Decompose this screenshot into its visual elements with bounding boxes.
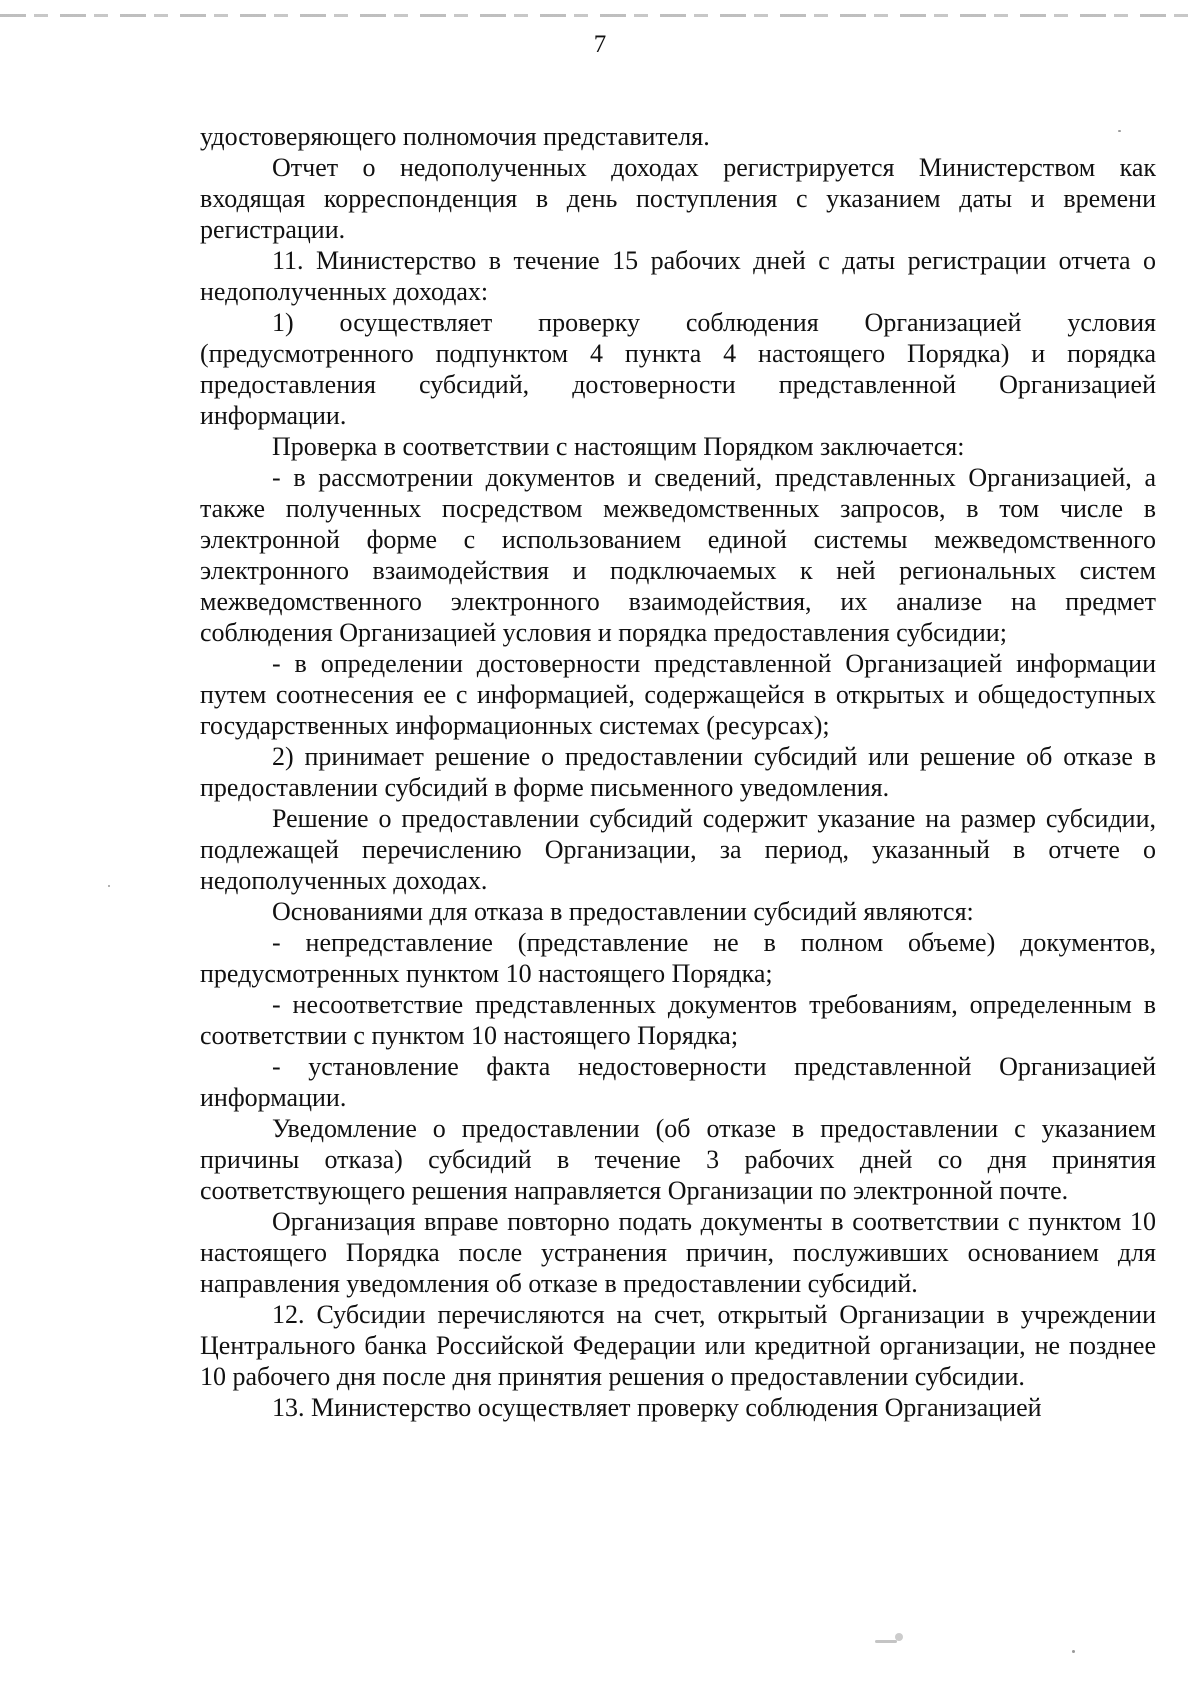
paragraph-clause-13: 13. Министерство осуществляет проверку соблюдения Организацией [272, 1393, 1042, 1422]
page-number: 7 [593, 31, 607, 58]
scan-speck [895, 1633, 903, 1641]
paragraph-clause-11: 11. Министерство в течение 15 рабочих дней с даты регистрации отчета о недополученных доходах: [200, 246, 1156, 306]
paragraph-refusal-ground-3: - установление факта недостоверности представленной Организацией информации. [200, 1052, 1156, 1112]
scan-speck [875, 1640, 897, 1643]
paragraph-check-documents: - в рассмотрении документов и сведений, представленных Организацией, а также полученных посредством межведомственных запросов, в том числе в электронной форме с использованием единой системы межведомственного электронного взаимодействия и подключаемых к ней региональных систем межведомственного электронного взаимодействия, их анализе на предмет соблюдения Организацией условия и порядка предоставления субсидии; [200, 463, 1156, 647]
paragraph-resubmission: Организация вправе повторно подать документы в соответствии с пунктом 10 настоящего Порядка после устранения причин, послуживших основанием для направления уведомления об отказе в предоставлении субсидий. [200, 1207, 1156, 1298]
paragraph-continuation: удостоверяющего полномочия представителя. [200, 122, 710, 151]
paragraph-clause-11-item-1: 1) осуществляет проверку соблюдения Организацией условия (предусмотренного подпунктом 4 пункта 4 настоящего Порядка) и порядка предоставления субсидий, достоверности представленной Организацией информации. [200, 308, 1156, 430]
document-body [200, 121, 1156, 1423]
paragraph-report-registration: Отчет о недополученных доходах регистрируется Министерством как входящая корреспонденция в день поступления с указанием даты и времени регистрации. [200, 153, 1156, 244]
paragraph-notification: Уведомление о предоставлении (об отказе в предоставлении с указанием причины отказа) субсидий в течение 3 рабочих дней со дня принятия соответствующего решения направляется Организации по электронной почте. [200, 1114, 1156, 1205]
scan-speck [108, 885, 110, 887]
paragraph-decision-content: Решение о предоставлении субсидий содержит указание на размер субсидии, подлежащей перечислению Организации, за период, указанный в отчете о недополученных доходах. [200, 804, 1156, 895]
paragraph-clause-12: 12. Субсидии перечисляются на счет, открытый Организации в учреждении Центрального банка Российской Федерации или кредитной организации, не позднее 10 рабочего дня после дня принятия решения о предоставлении субсидии. [200, 1300, 1156, 1391]
paragraph-refusal-ground-2: - несоответствие представленных документов требованиям, определенным в соответствии с пунктом 10 настоящего Порядка; [200, 990, 1156, 1050]
scan-speck [1072, 1650, 1075, 1653]
scan-speck [1118, 130, 1121, 132]
paragraph-refusal-ground-1: - непредставление (представление не в полном объеме) документов, предусмотренных пунктом 10 настоящего Порядка; [200, 928, 1156, 988]
paragraph-check-reliability: - в определении достоверности представленной Организацией информации путем соотнесения ее с информацией, содержащейся в открытых и общедоступных государственных информационных системах (ресурсах); [200, 649, 1156, 740]
paragraph-refusal-grounds: Основаниями для отказа в предоставлении субсидий являются: [272, 897, 974, 926]
paragraph-clause-11-item-2: 2) принимает решение о предоставлении субсидий или решение об отказе в предоставлении субсидий в форме письменного уведомления. [200, 742, 1156, 802]
paragraph-check-intro: Проверка в соответствии с настоящим Порядком заключается: [272, 432, 965, 461]
scan-edge-artifact [0, 14, 1200, 17]
